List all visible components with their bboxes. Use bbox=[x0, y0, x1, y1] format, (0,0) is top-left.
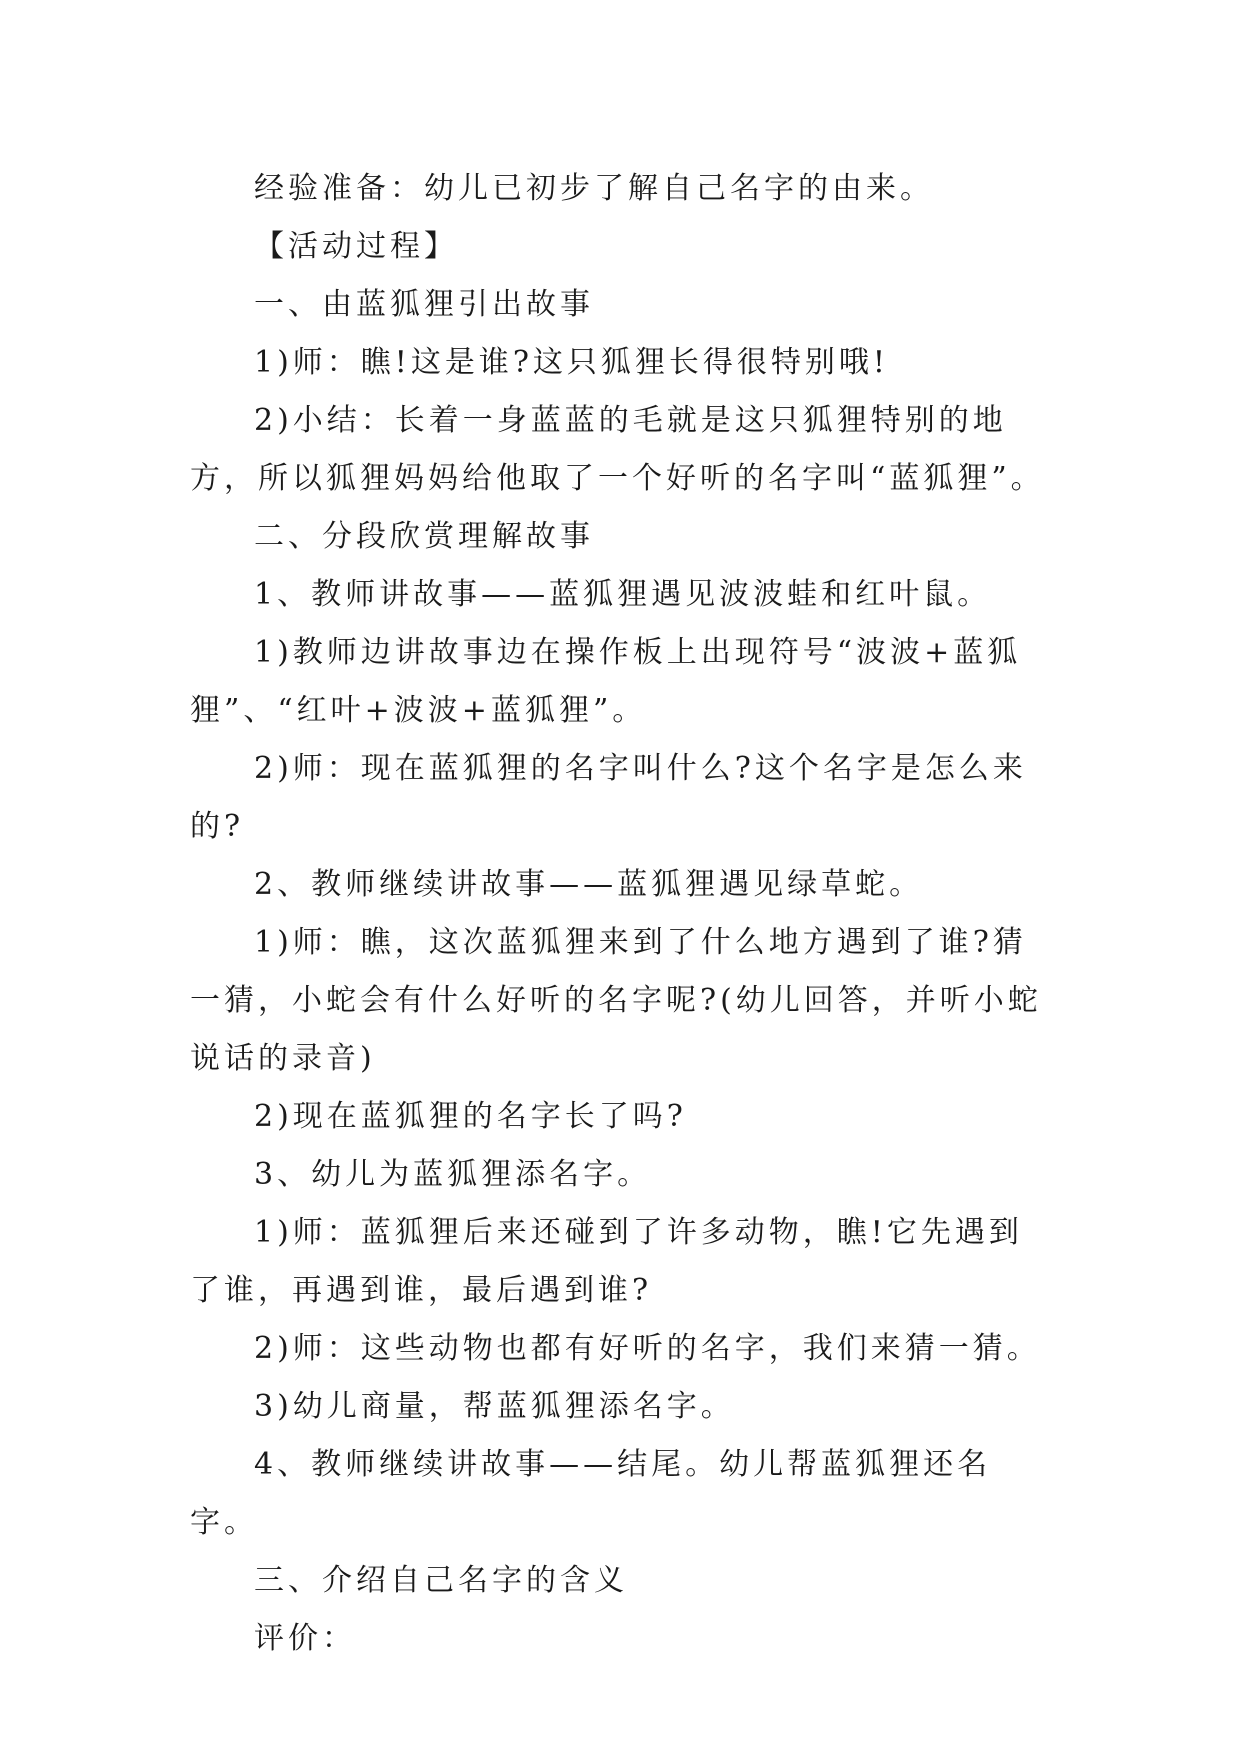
paragraph-discuss: 3)幼儿商量，帮蓝狐狸添名字。 bbox=[254, 1389, 735, 1424]
paragraph-section-one-heading: 一、由蓝狐狸引出故事 bbox=[254, 287, 594, 322]
paragraph-name-longer: 2)现在蓝狐狸的名字长了吗? bbox=[254, 1099, 687, 1134]
paragraph-story-part-two: 2、教师继续讲故事——蓝狐狸遇见绿草蛇。 bbox=[254, 867, 924, 902]
paragraph-experience-prep: 经验准备：幼儿已初步了解自己名字的由来。 bbox=[254, 171, 934, 206]
paragraph-activity-process-heading: 【活动过程】 bbox=[254, 229, 458, 264]
paragraph-section-two-heading: 二、分段欣赏理解故事 bbox=[254, 519, 594, 554]
paragraph-story-ending: 4、教师继续讲故事——结尾。幼儿帮蓝狐狸还名字。 bbox=[190, 1447, 992, 1540]
paragraph-section-three-heading: 三、介绍自己名字的含义 bbox=[254, 1563, 628, 1598]
paragraph-teacher-look: 1)师：瞧!这是谁?这只狐狸长得很特别哦! bbox=[254, 345, 889, 380]
paragraph-symbols: 1)教师边讲故事边在操作板上出现符号“波波+蓝狐狸”、“红叶+波波+蓝狐狸”。 bbox=[190, 635, 1022, 728]
paragraph-guess-names: 2)师：这些动物也都有好听的名字，我们来猜一猜。 bbox=[254, 1331, 1041, 1366]
paragraph-animals-question: 1)师：蓝狐狸后来还碰到了许多动物，瞧!它先遇到了谁，再遇到谁，最后遇到谁? bbox=[190, 1215, 1023, 1308]
paragraph-evaluation: 评价： bbox=[254, 1621, 356, 1656]
paragraph-story-part-three: 3、幼儿为蓝狐狸添名字。 bbox=[254, 1157, 652, 1192]
paragraph-story-part-one: 1、教师讲故事——蓝狐狸遇见波波蛙和红叶鼠。 bbox=[254, 577, 992, 612]
paragraph-summary: 2)小结：长着一身蓝蓝的毛就是这只狐狸特别的地方，所以狐狸妈妈给他取了一个好听的名字叫“蓝狐狸”。 bbox=[190, 403, 1045, 496]
paragraph-name-question: 2)师：现在蓝狐狸的名字叫什么?这个名字是怎么来的? bbox=[190, 751, 1027, 844]
document-page bbox=[190, 160, 1055, 1668]
paragraph-snake-question: 1)师：瞧，这次蓝狐狸来到了什么地方遇到了谁?猜一猜，小蛇会有什么好听的名字呢?(幼儿回答，并听小蛇说话的录音) bbox=[190, 925, 1042, 1076]
